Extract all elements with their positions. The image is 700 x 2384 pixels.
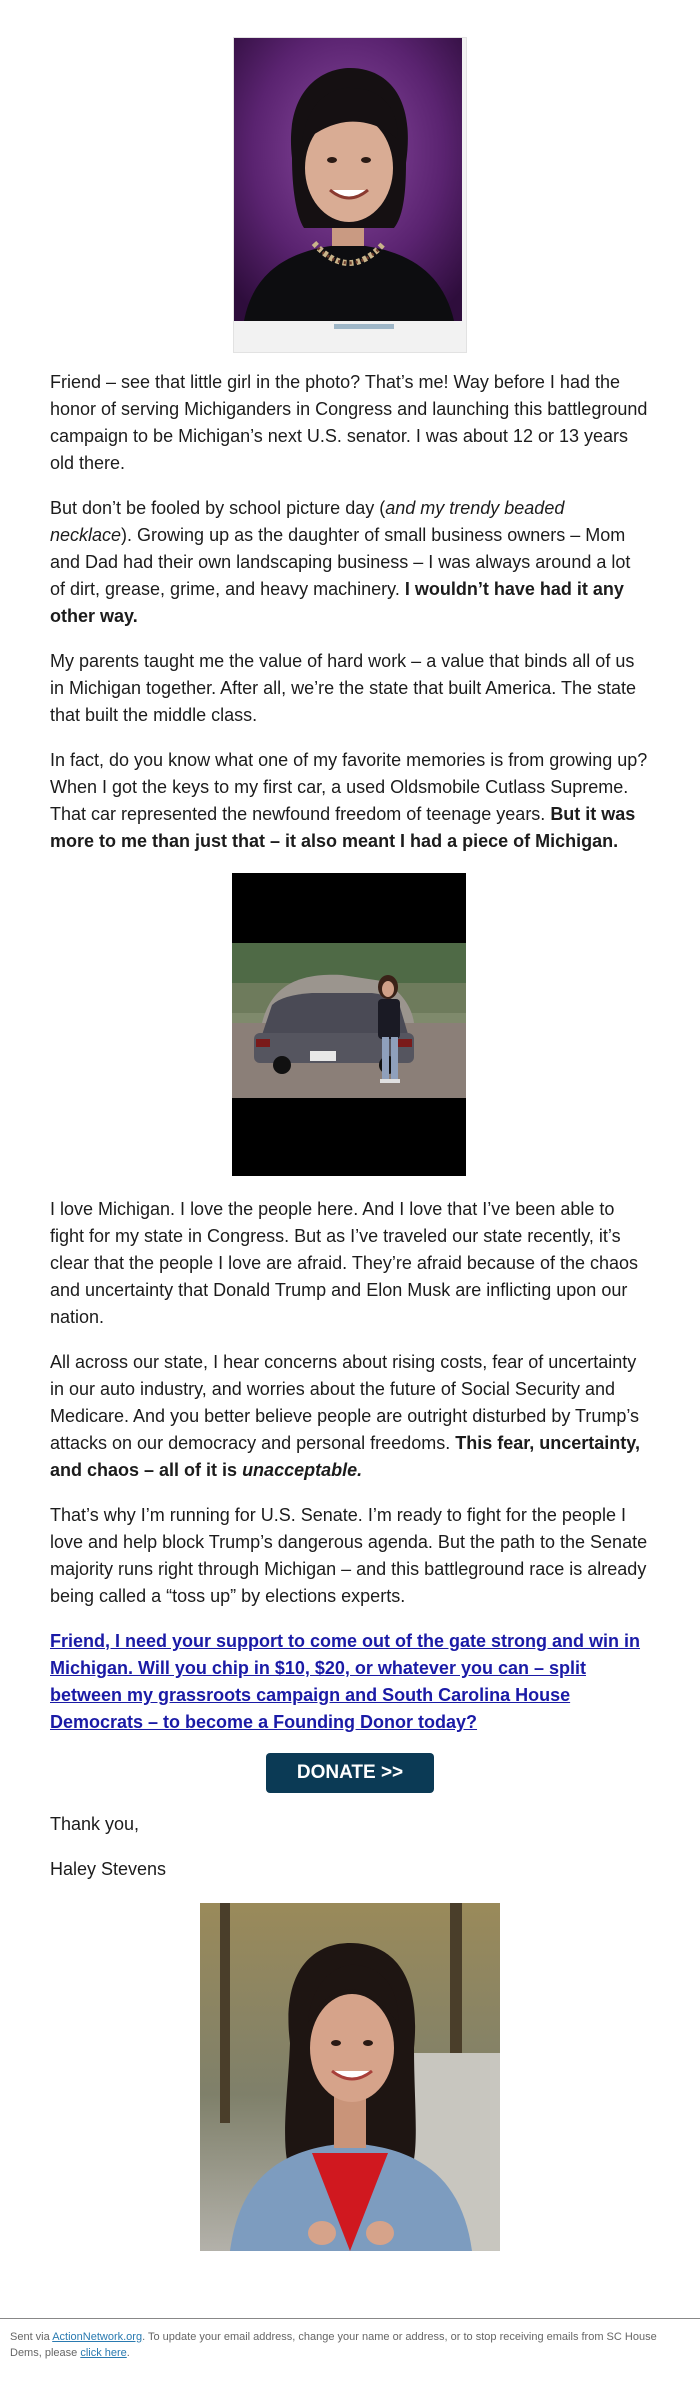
paragraph-running: That’s why I’m running for U.S. Senate. I’m ready to fight for the people I love and help block Trump’s dangerous agenda. But the path to the Senate majority runs right through Michigan – and this battleground race is already being called a “toss up” by elections experts. <box>50 1505 648 1606</box>
paragraph-parents: My parents taught me the value of hard work – a value that binds all of us in Michigan together. After all, we’re the state that built America. The state that built the middle class. <box>50 651 636 725</box>
paragraph-first-car <box>50 747 650 855</box>
action-network-link[interactable]: ActionNetwork.org <box>52 2331 143 2343</box>
signoff-text: Thank you, <box>50 1814 140 1834</box>
paragraph-concerns <box>50 1349 650 1484</box>
paragraph-intro: Friend – see that little girl in the photo? That’s me! Way before I had the honor of serving Michiganders in Congress and launching this battleground campaign to be Michigan’s next U.S. senator. I was about 12 or 13 years old there. <box>50 372 648 473</box>
paragraph-childhood <box>50 495 650 630</box>
paragraph-childhood-text-c: ). Growing up as the daughter of small business owners – Mom and Dad had their own landscaping business – I was always around a lot of dirt, grease, grime, and heavy machinery. <box>50 525 631 599</box>
paragraph-childhood-bold: I wouldn’t have had it any other way. <box>50 579 624 626</box>
donate-button-row <box>50 1753 650 1793</box>
unsubscribe-click-here-link[interactable]: click here <box>80 2347 127 2359</box>
candidate-portrait-svg <box>200 1903 500 2251</box>
school-portrait-svg <box>234 38 467 353</box>
paragraph-childhood-italic: and my trendy beaded necklace <box>50 498 565 545</box>
paragraph-love-michigan: I love Michigan. I love the people here. And I love that I’ve been able to fight for my state in Congress. But as I’ve traveled our state recently, it’s clear that the people I love are afraid. They’re afraid because of the chaos and uncertainty that Donald Trump and Elon Musk are inflicting upon our nation. <box>50 1199 639 1327</box>
footer-middle-text: . To update your email address, change your name or address, or to stop receiving emails from SC House Dems, please <box>10 2331 657 2359</box>
candidate-portrait-photo <box>200 1903 500 2251</box>
car-photo <box>232 873 466 1176</box>
paragraph-first-car-bold: But it was more to me than just that – it also meant I had a piece of Michigan. <box>50 804 636 851</box>
school-portrait-photo <box>233 37 467 353</box>
paragraph-concerns-bold-text: This fear, uncertainty, and chaos – all of it is <box>50 1433 640 1480</box>
donate-button[interactable]: DONATE >> <box>266 1753 434 1793</box>
paragraph-concerns-bold-italic: unacceptable. <box>242 1460 363 1480</box>
footer-end: . <box>126 2347 130 2359</box>
signature-name: Haley Stevens <box>50 1859 167 1879</box>
paragraph-first-car-text: In fact, do you know what one of my favorite memories is from growing up? When I got the keys to my first car, a used Oldsmobile Cutlass Supreme. That car represented the newfound freedom of teenage years. <box>50 750 648 824</box>
donate-ask-link[interactable]: Friend, I need your support to come out of the gate strong and win in Michigan. Will you chip in $10, $20, or whatever you can – split between my grassroots campaign and South Carolina House Democrats – to become a Founding Donor today? <box>50 1631 641 1732</box>
car-photo-svg <box>232 873 466 1176</box>
paragraph-childhood-text-a: But don’t be fooled by school picture day ( <box>50 498 386 518</box>
email-footer <box>0 2318 700 2361</box>
footer-sent-via: Sent via <box>10 2331 53 2343</box>
paragraph-concerns-text: All across our state, I hear concerns about rising costs, fear of uncertainty in our auto industry, and worries about the future of Social Security and Medicare. And you better believe people are outright disturbed by Trump’s attacks on our democracy and personal freedoms. <box>50 1352 640 1453</box>
